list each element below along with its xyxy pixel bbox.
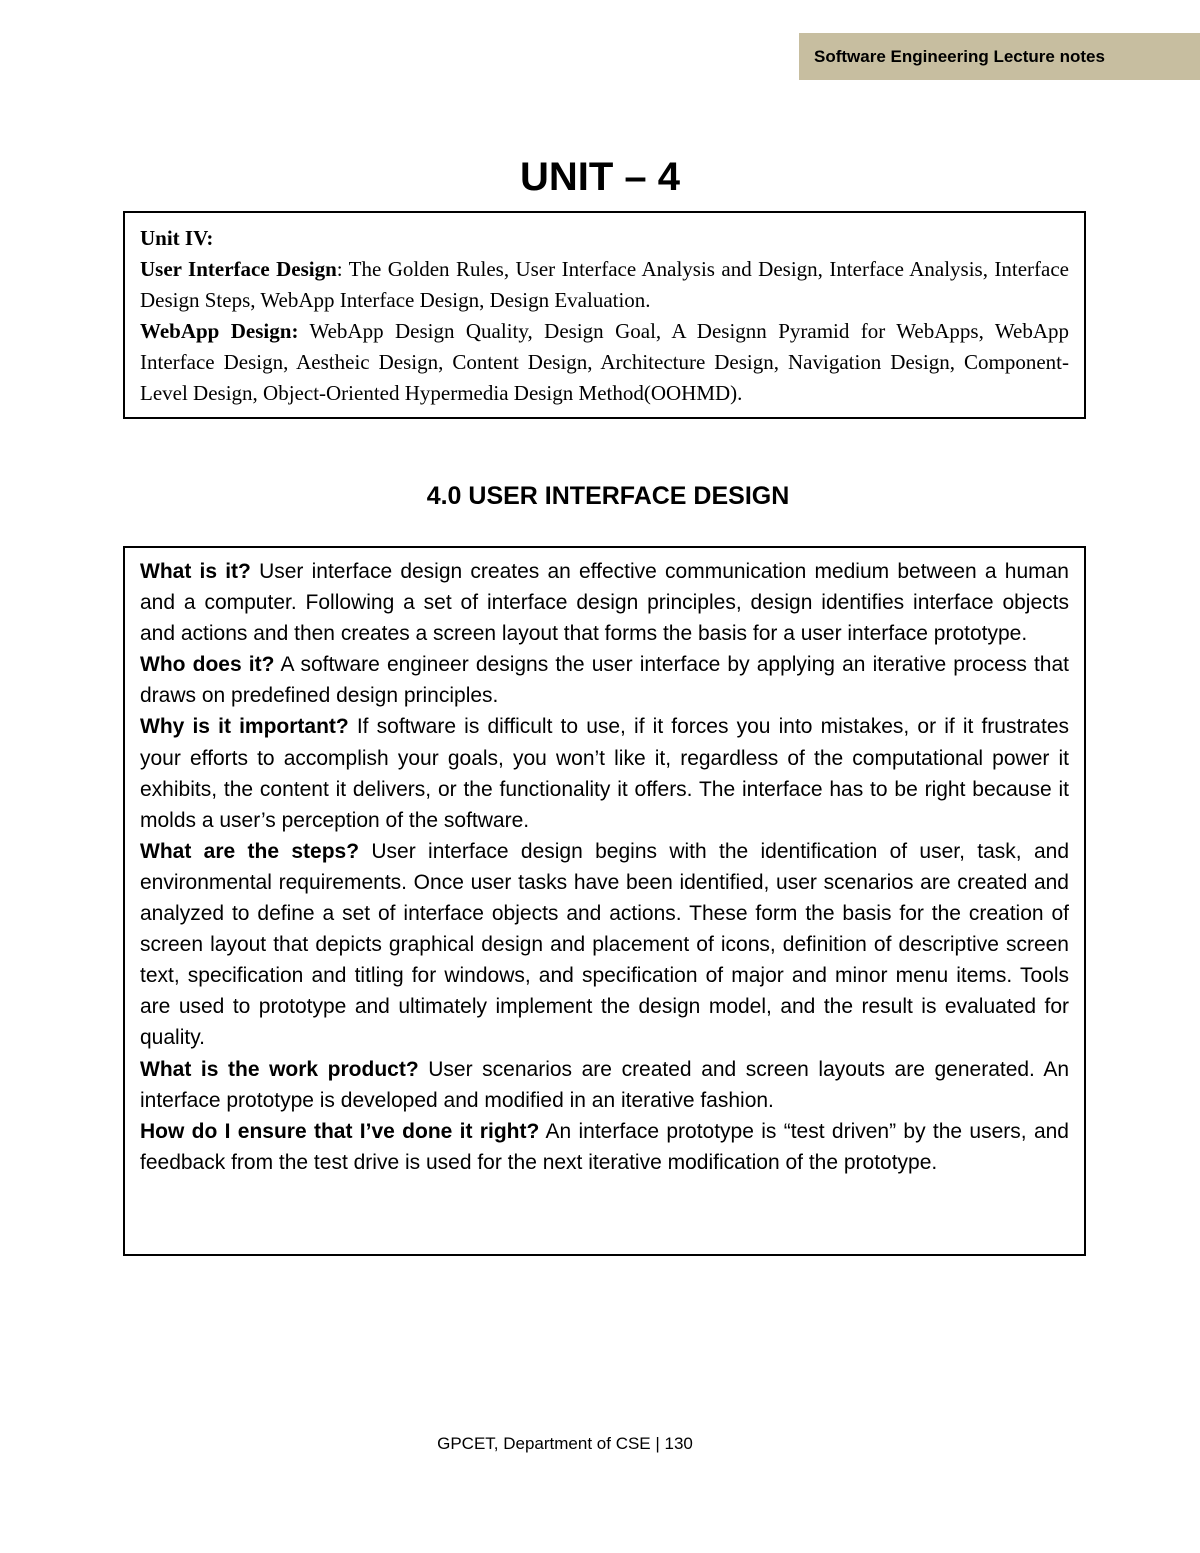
syllabus-ui-label: User Interface Design [140, 257, 337, 281]
header-tag [799, 33, 1200, 80]
qa-item [140, 1116, 1069, 1178]
qa-item [140, 649, 1069, 711]
qa-question: What is it? [140, 560, 251, 583]
info-box [123, 546, 1086, 1256]
qa-item [140, 556, 1069, 649]
page-footer: GPCET, Department of CSE | 130 [437, 1434, 693, 1453]
qa-question: What are the steps? [140, 839, 360, 863]
header-label: Software Engineering Lecture notes [814, 46, 1105, 66]
qa-answer: If software is difficult to use, if it forces you into mistakes, or if it frustrates your efforts to accomplish your goals, you won’t like it, regardless of the computational power it exhibits, the content it delivers, or the functionality it offers. The interface has to be right because it molds a user’s perception of the software. [140, 715, 1069, 832]
qa-answer: An interface prototype is “test driven” by the users, and feedback from the test drive is used for the next iterative modification of the prototype. [140, 1119, 1069, 1174]
section-title: 4.0 USER INTERFACE DESIGN [426, 482, 790, 510]
qa-answer: User interface design begins with the identification of user, task, and environmental requirements. Once user tasks have been identified, user scenarios are created and analyzed to define a set of interface objects and actions. These form the basis for the creation of screen layout that depicts graphical design and placement of icons, definition of descriptive screen text, specification and titling for windows, and specification of major and minor menu items. Tools are used to prototype and ultimately implement the design model, and the result is evaluated for quality. [140, 839, 1070, 1050]
syllabus-box [123, 211, 1086, 419]
syllabus-webapp-text: WebApp Design Quality, Design Goal, A Designn Pyramid for WebApps, WebApp Interface Design, Aestheic Design, Content Design, Architecture Design, Navigation Design, Component-Level Design, Object-Oriented Hypermedia Design Method(OOHMD). [140, 319, 1069, 405]
qa-item [140, 836, 1069, 1054]
qa-question: How do I ensure that I’ve done it right? [140, 1119, 540, 1143]
qa-answer: User interface design creates an effective communication medium between a human and a computer. Following a set of interface design principles, design identifies interface objects and actions and then creates a screen layout that forms the basis for a user interface prototype. [140, 560, 1069, 646]
syllabus-webapp-design [140, 316, 1069, 409]
qa-item [140, 711, 1069, 835]
unit-title: UNIT – 4 [519, 155, 681, 199]
syllabus-heading: Unit IV: [140, 226, 214, 250]
qa-question: Who does it? [140, 653, 275, 677]
qa-answer: A software engineer designs the user interface by applying an iterative process that draws on predefined design principles. [140, 653, 1069, 708]
qa-answer: User scenarios are created and screen layouts are generated. An interface prototype is developed and modified in an iterative fashion. [140, 1057, 1070, 1112]
qa-item [140, 1054, 1069, 1116]
syllabus-ui-text: : The Golden Rules, User Interface Analysis and Design, Interface Analysis, Interface Design Steps, WebApp Interface Design, Design Evaluation. [140, 257, 1069, 312]
syllabus-webapp-label: WebApp Design: [140, 319, 299, 343]
syllabus-ui-design [140, 254, 1069, 316]
qa-question: What is the work product? [140, 1057, 419, 1081]
qa-question: Why is it important? [140, 715, 349, 739]
